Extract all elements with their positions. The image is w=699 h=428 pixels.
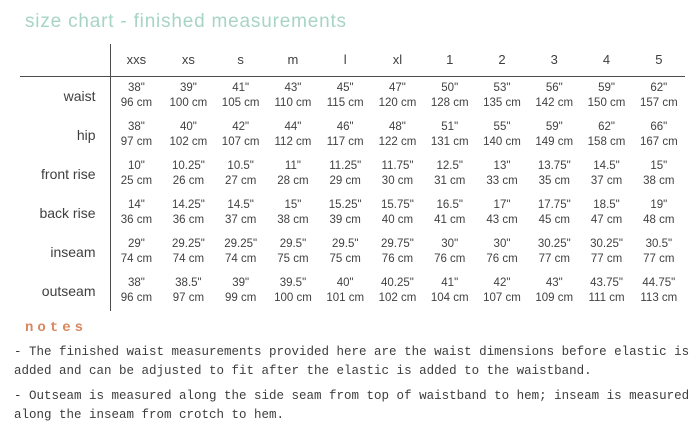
measurement-cell xyxy=(110,155,162,194)
inches-value: 30.5" xyxy=(645,238,673,250)
cm-value: 76 cm xyxy=(486,253,518,265)
cm-value: 99 cm xyxy=(225,292,257,304)
cm-value: 102 cm xyxy=(378,292,417,304)
cm-value: 27 cm xyxy=(225,175,257,187)
cm-value: 100 cm xyxy=(169,97,208,110)
cm-value: 142 cm xyxy=(535,97,574,110)
notes-heading: notes xyxy=(25,320,88,336)
measurements-table xyxy=(20,44,685,311)
inches-value: 39.5" xyxy=(279,277,307,289)
cm-value: 149 cm xyxy=(535,136,574,148)
measurement-cell xyxy=(633,155,685,194)
measurement-cell xyxy=(215,194,267,233)
inches-value: 62" xyxy=(598,121,615,133)
measurement-cell xyxy=(371,116,423,155)
measurement-cell xyxy=(319,77,371,116)
measurement-cell xyxy=(162,272,214,311)
cm-value: 111 cm xyxy=(588,292,625,304)
column-header-xs: xs xyxy=(162,44,214,77)
cm-value: 96 cm xyxy=(120,97,153,110)
measurement-cell xyxy=(319,116,371,155)
row-label-front-rise: front rise xyxy=(20,155,110,194)
inches-value: 11" xyxy=(284,160,301,172)
inches-value: 66" xyxy=(650,121,668,133)
inches-value: 38" xyxy=(127,121,145,133)
page-title: size chart - finished measurements xyxy=(25,11,347,32)
measurement-cell xyxy=(267,194,319,233)
inches-value: 40.25" xyxy=(381,277,414,289)
cm-value: 101 cm xyxy=(326,292,365,304)
measurement-cell xyxy=(215,233,267,272)
inches-value: 53" xyxy=(493,82,511,95)
cm-value: 26 cm xyxy=(172,175,205,187)
measurement-cell xyxy=(319,233,371,272)
note-item-outseam-inseam: - Outseam is measured along the side seam from top of waistband to hem; inseam is measured along the inseam from crotch to hem. xyxy=(14,389,690,422)
inches-value: 46" xyxy=(336,121,354,133)
inches-value: 10.5" xyxy=(227,160,254,172)
cm-value: 76 cm xyxy=(434,253,466,265)
cm-value: 158 cm xyxy=(587,136,626,148)
cm-value: 115 cm xyxy=(326,97,364,110)
cm-value: 110 cm xyxy=(274,97,312,110)
cm-value: 74 cm xyxy=(120,253,153,265)
inches-value: 38.5" xyxy=(175,277,202,289)
inches-value: 42" xyxy=(232,121,250,133)
table-body xyxy=(20,77,685,311)
inches-value: 42" xyxy=(493,277,511,289)
measurement-cell xyxy=(267,272,319,311)
inches-value: 14" xyxy=(127,199,145,211)
cm-value: 97 cm xyxy=(172,292,205,304)
inches-value: 15.25" xyxy=(328,199,362,211)
measurement-cell xyxy=(319,194,371,233)
inches-value: 41" xyxy=(441,277,459,289)
inches-value: 62" xyxy=(650,82,668,95)
inches-value: 45" xyxy=(336,82,354,95)
cm-value: 100 cm xyxy=(274,292,312,304)
inches-value: 11.25" xyxy=(329,160,362,172)
inches-value: 30" xyxy=(493,238,511,250)
cm-value: 107 cm xyxy=(483,292,521,304)
inches-value: 51" xyxy=(441,121,459,133)
measurement-cell xyxy=(215,116,267,155)
cm-value: 107 cm xyxy=(221,136,260,148)
cm-value: 77 cm xyxy=(538,253,570,265)
measurement-cell xyxy=(528,155,580,194)
measurement-cell xyxy=(424,116,476,155)
measurement-cell xyxy=(371,272,423,311)
measurement-cell xyxy=(633,116,685,155)
measurement-cell xyxy=(580,194,632,233)
measurement-cell xyxy=(162,194,214,233)
inches-value: 39" xyxy=(179,82,197,95)
cm-value: 117 cm xyxy=(326,136,364,148)
cm-value: 45 cm xyxy=(538,214,570,226)
measurement-cell xyxy=(110,272,162,311)
cm-value: 135 cm xyxy=(483,97,521,110)
measurement-cell xyxy=(215,155,267,194)
cm-value: 157 cm xyxy=(639,97,678,110)
inches-value: 30" xyxy=(441,238,459,250)
measurement-cell xyxy=(633,77,685,116)
measurement-cell xyxy=(319,272,371,311)
cm-value: 140 cm xyxy=(483,136,521,148)
cm-value: 150 cm xyxy=(587,97,626,110)
measurement-cell xyxy=(371,77,423,116)
cm-value: 48 cm xyxy=(643,214,675,226)
measurement-cell xyxy=(476,194,528,233)
measurement-cell xyxy=(110,116,162,155)
inches-value: 15" xyxy=(650,160,668,172)
cm-value: 35 cm xyxy=(538,175,570,187)
inches-value: 29.5" xyxy=(331,238,359,250)
measurement-cell xyxy=(267,77,319,116)
inches-value: 29.75" xyxy=(381,238,414,250)
cm-value: 102 cm xyxy=(169,136,208,148)
cm-value: 28 cm xyxy=(277,175,309,187)
cm-value: 77 cm xyxy=(643,253,675,265)
column-header-s: s xyxy=(215,44,267,77)
measurement-cell xyxy=(371,233,423,272)
inches-value: 10" xyxy=(127,160,145,172)
cm-value: 41 cm xyxy=(434,214,466,226)
table-row xyxy=(20,77,685,116)
cm-value: 31 cm xyxy=(434,175,466,187)
column-header-4: 4 xyxy=(580,44,632,77)
cm-value: 113 cm xyxy=(640,292,678,304)
cm-value: 131 cm xyxy=(430,136,469,148)
column-header-2: 2 xyxy=(476,44,528,77)
inches-value: 59" xyxy=(598,82,615,95)
inches-value: 17" xyxy=(493,199,511,211)
inches-value: 47" xyxy=(389,82,406,95)
cm-value: 104 cm xyxy=(430,292,469,304)
measurement-cell xyxy=(319,155,371,194)
measurement-cell xyxy=(476,77,528,116)
measurement-cell xyxy=(162,155,214,194)
measurement-cell xyxy=(424,194,476,233)
measurement-cell xyxy=(633,272,685,311)
cm-value: 76 cm xyxy=(381,253,414,265)
inches-value: 40" xyxy=(179,121,197,133)
measurement-cell xyxy=(633,233,685,272)
measurement-cell xyxy=(371,155,423,194)
measurement-cell xyxy=(476,116,528,155)
cm-value: 122 cm xyxy=(378,136,417,148)
measurement-cell xyxy=(528,272,580,311)
inches-value: 17.75" xyxy=(537,199,571,211)
inches-value: 44.75" xyxy=(642,277,676,289)
column-header-l: l xyxy=(319,44,371,77)
inches-value: 40" xyxy=(336,277,354,289)
row-label-outseam: outseam xyxy=(20,272,110,311)
cm-value: 75 cm xyxy=(329,253,361,265)
inches-value: 43" xyxy=(284,82,302,95)
cm-value: 109 cm xyxy=(535,292,574,304)
cm-value: 74 cm xyxy=(172,253,205,265)
measurement-cell xyxy=(267,155,319,194)
inches-value: 11.75" xyxy=(381,160,414,172)
cm-value: 112 cm xyxy=(274,136,312,148)
measurement-cell xyxy=(580,116,632,155)
column-header-m: m xyxy=(267,44,319,77)
measurement-cell xyxy=(424,272,476,311)
measurement-cell xyxy=(476,233,528,272)
table-header-row xyxy=(20,44,685,77)
cm-value: 74 cm xyxy=(225,253,257,265)
cm-value: 36 cm xyxy=(172,214,205,226)
inches-value: 44" xyxy=(284,121,302,133)
cm-value: 37 cm xyxy=(590,175,623,187)
cm-value: 38 cm xyxy=(277,214,309,226)
row-label-hip: hip xyxy=(20,116,110,155)
inches-value: 59" xyxy=(545,121,563,133)
inches-value: 12.5" xyxy=(436,160,463,172)
inches-value: 55" xyxy=(493,121,511,133)
measurement-cell xyxy=(580,155,632,194)
measurement-cell xyxy=(110,194,162,233)
table-row xyxy=(20,194,685,233)
inches-value: 30.25" xyxy=(590,238,623,250)
cm-value: 29 cm xyxy=(329,175,361,187)
column-header-1: 1 xyxy=(424,44,476,77)
cm-value: 33 cm xyxy=(486,175,518,187)
inches-value: 50" xyxy=(441,82,459,95)
inches-value: 38" xyxy=(127,277,145,289)
column-header-xl: xl xyxy=(371,44,423,77)
cm-value: 40 cm xyxy=(381,214,414,226)
measurement-cell xyxy=(424,77,476,116)
measurement-cell xyxy=(476,272,528,311)
cm-value: 75 cm xyxy=(277,253,309,265)
measurement-cell xyxy=(528,194,580,233)
measurement-cell xyxy=(580,233,632,272)
measurement-cell xyxy=(476,155,528,194)
inches-value: 13" xyxy=(493,160,511,172)
inches-value: 13.75" xyxy=(537,160,571,172)
inches-value: 15" xyxy=(284,199,302,211)
inches-value: 14.5" xyxy=(227,199,254,211)
table-row xyxy=(20,272,685,311)
row-label-waist: waist xyxy=(20,77,110,116)
column-header-3: 3 xyxy=(528,44,580,77)
row-label-back-rise: back rise xyxy=(20,194,110,233)
measurement-cell xyxy=(424,155,476,194)
measurement-cell xyxy=(110,77,162,116)
column-header-xxs: xxs xyxy=(110,44,162,77)
cm-value: 96 cm xyxy=(120,292,153,304)
cm-value: 77 cm xyxy=(590,253,623,265)
table-row xyxy=(20,116,685,155)
inches-value: 19" xyxy=(650,199,668,211)
measurement-cell xyxy=(528,233,580,272)
inches-value: 14.25" xyxy=(171,199,205,211)
measurement-cell xyxy=(633,194,685,233)
cm-value: 30 cm xyxy=(381,175,414,187)
inches-value: 18.5" xyxy=(593,199,620,211)
cm-value: 105 cm xyxy=(221,97,260,110)
inches-value: 41" xyxy=(232,82,250,95)
measurement-cell xyxy=(162,116,214,155)
inches-value: 48" xyxy=(389,121,406,133)
inches-value: 39" xyxy=(232,277,250,289)
inches-value: 10.25" xyxy=(171,160,205,172)
measurement-cell xyxy=(371,194,423,233)
table-row xyxy=(20,155,685,194)
measurement-cell xyxy=(580,77,632,116)
measurement-cell xyxy=(267,116,319,155)
inches-value: 14.5" xyxy=(593,160,620,172)
measurement-cell xyxy=(267,233,319,272)
inches-value: 29" xyxy=(127,238,145,250)
inches-value: 29.25" xyxy=(171,238,205,250)
notes-body xyxy=(14,343,690,428)
cm-value: 43 cm xyxy=(486,214,518,226)
cm-value: 97 cm xyxy=(120,136,153,148)
cm-value: 38 cm xyxy=(643,175,675,187)
inches-value: 56" xyxy=(545,82,563,95)
inches-value: 16.5" xyxy=(436,199,463,211)
inches-value: 43" xyxy=(545,277,563,289)
measurement-cell xyxy=(528,77,580,116)
measurement-cell xyxy=(162,77,214,116)
inches-value: 30.25" xyxy=(537,238,571,250)
table-row xyxy=(20,233,685,272)
measurement-cell xyxy=(215,272,267,311)
measurement-cell xyxy=(215,77,267,116)
row-label-inseam: inseam xyxy=(20,233,110,272)
inches-value: 43.75" xyxy=(590,277,623,289)
cm-value: 120 cm xyxy=(378,97,417,110)
column-header-5: 5 xyxy=(633,44,685,77)
measurement-cell xyxy=(424,233,476,272)
measurement-cell xyxy=(110,233,162,272)
cm-value: 25 cm xyxy=(120,175,153,187)
measurement-cell xyxy=(580,272,632,311)
cm-value: 47 cm xyxy=(590,214,623,226)
measurement-cell xyxy=(162,233,214,272)
inches-value: 29.5" xyxy=(279,238,307,250)
inches-value: 29.25" xyxy=(224,238,258,250)
cm-value: 167 cm xyxy=(639,136,678,148)
corner-cell xyxy=(20,44,110,77)
cm-value: 37 cm xyxy=(225,214,257,226)
cm-value: 39 cm xyxy=(329,214,361,226)
inches-value: 15.75" xyxy=(381,199,414,211)
note-item-waist-elastic: - The finished waist measurements provided here are the waist dimensions before elastic is added and can be adjusted to fit after the elastic is added to the waistband. xyxy=(14,345,690,378)
cm-value: 128 cm xyxy=(430,97,469,110)
inches-value: 38" xyxy=(127,82,145,95)
cm-value: 36 cm xyxy=(120,214,153,226)
measurement-cell xyxy=(528,116,580,155)
